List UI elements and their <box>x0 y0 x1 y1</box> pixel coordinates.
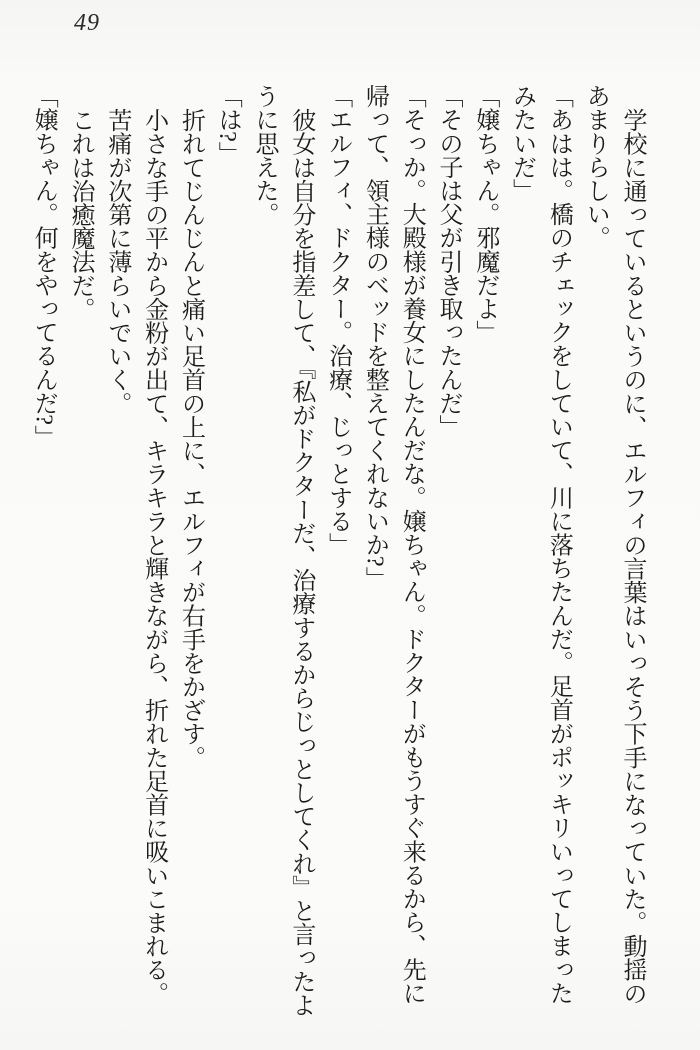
novel-paragraph: 苦痛が次第に薄らいでいく。 <box>103 108 130 415</box>
novel-text-area <box>22 84 650 1022</box>
novel-paragraph: 「あはは。橋のチェックをしていて、川に落ちたんだ。足首がポッキリいってしまったみたいだ」 <box>508 84 572 1005</box>
novel-paragraph: 「嬢ちゃん。何をやってるんだ?」 <box>30 84 57 449</box>
novel-paragraph: 「そっか。大殿様が養女にしたんだな。嬢ちゃん。ドクターがもうすぐ来るから、先に帰って、領主様のベッドを整えてくれないか?」 <box>361 84 425 1005</box>
novel-paragraph: 小さな手の平から金粉が出て、キラキラと輝きながら、折れた足首に吸いこまれる。 <box>140 108 167 1005</box>
novel-paragraph: 学校に通っているというのに、エルフィの言葉はいっそう下手になっていた。動揺のあまりらしい。 <box>582 84 645 1005</box>
novel-paragraph: 彼女は自分を指差して、『私がドクターだ、治療するからじっとしてくれ』と言ったように思えた。 <box>251 84 314 1017</box>
page-number: 49 <box>74 10 100 36</box>
novel-paragraph: 「は?」 <box>214 84 241 166</box>
novel-paragraph: 折れてじんじんと痛い足首の上に、エルフィが右手をかざす。 <box>177 108 204 769</box>
novel-paragraph: これは治癒魔法だ。 <box>67 108 94 321</box>
novel-paragraph: 「エルフィ、ドクター。治療、じっとする」 <box>324 84 351 557</box>
novel-paragraph: 「その子は父が引き取ったんだ」 <box>435 84 462 439</box>
novel-paragraph: 「嬢ちゃん。邪魔だよ」 <box>471 84 498 344</box>
